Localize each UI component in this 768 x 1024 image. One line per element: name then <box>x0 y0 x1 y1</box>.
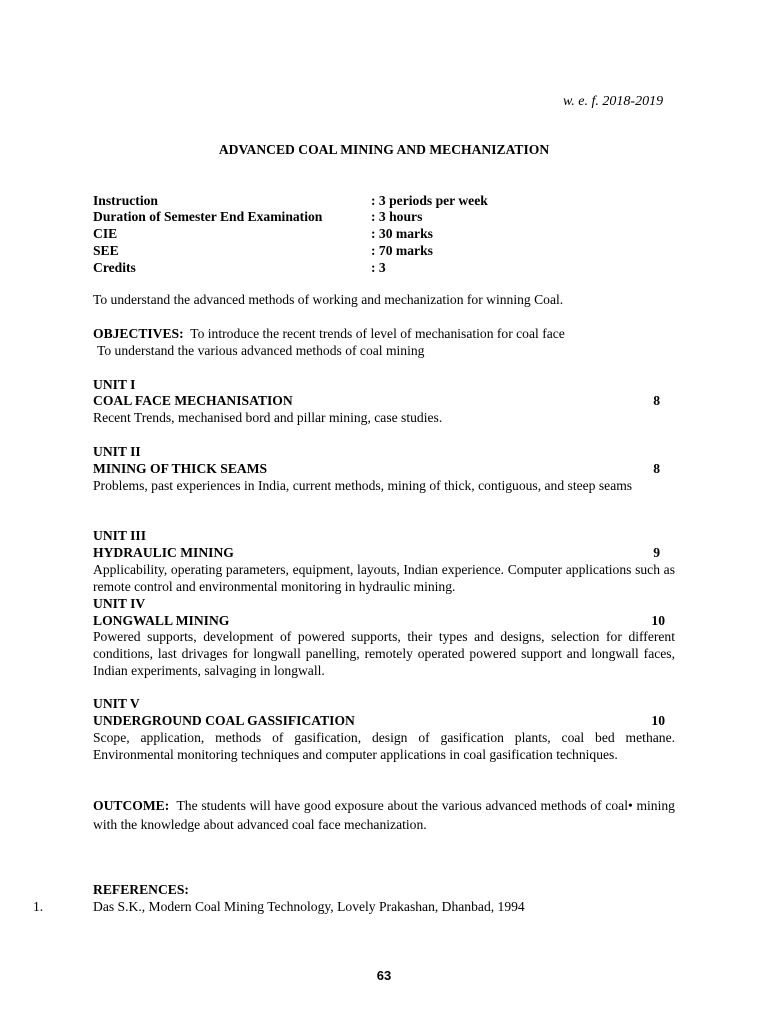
meta-label-duration: Duration of Semester End Examination <box>93 209 323 224</box>
unit-5-content: Scope, application, methods of gasification, design of gasification plants, coal bed methane. Environmental monitoring techniques and computer applications in coal gasification techniques. <box>93 730 675 762</box>
meta-value-instruction: : 3 periods per week <box>371 193 488 208</box>
unit-2-content: Problems, past experiences in India, current methods, mining of thick, contiguous, and steep seams <box>93 478 633 493</box>
unit-1-content: Recent Trends, mechanised bord and pillar mining, case studies. <box>93 410 443 425</box>
unit-4-title: LONGWALL MINING <box>93 613 230 628</box>
objectives-line-1 <box>93 325 565 342</box>
unit-4-hours: 10 <box>651 613 665 628</box>
unit-2-label: UNIT II <box>93 444 141 459</box>
reference-1-text: Das S.K., Modern Coal Mining Technology, Lovely Prakashan, Dhanbad, 1994 <box>93 899 525 914</box>
intro-text: To understand the advanced methods of working and mechanization for winning Coal. <box>93 292 564 307</box>
page-number: 63 <box>376 968 392 983</box>
meta-label-see: SEE <box>93 243 119 258</box>
unit-3-content: Applicability, operating parameters, equipment, layouts, Indian experience. Computer applications such as remote control and environmental monitoring in hydraulic mining. <box>93 562 675 594</box>
outcome-label: OUTCOME: <box>93 798 170 813</box>
outcome-text: The students will have good exposure about the various advanced methods of coal• mining with the knowledge about advanced coal face mechanization. <box>93 798 675 832</box>
outcome-paragraph <box>93 796 675 834</box>
unit-2-hours: 8 <box>653 461 660 476</box>
references-heading: REFERENCES: <box>93 882 189 897</box>
meta-value-see: : 70 marks <box>371 243 433 258</box>
meta-label-cie: CIE <box>93 226 118 241</box>
unit-1-title: COAL FACE MECHANISATION <box>93 393 293 408</box>
meta-value-credits: : 3 <box>371 260 386 275</box>
unit-3-title: HYDRAULIC MINING <box>93 545 234 560</box>
unit-2-title: MINING OF THICK SEAMS <box>93 461 268 476</box>
unit-1-hours: 8 <box>653 393 660 408</box>
meta-value-duration: : 3 hours <box>371 209 423 224</box>
unit-4-content: Powered supports, development of powered supports, their types and designs, selection for different conditions, last drivages for longwall panelling, remotely operated powered support and longwall faces, Indian experiments, salvaging in longwall. <box>93 629 675 678</box>
unit-4-label: UNIT IV <box>93 596 146 611</box>
unit-5-label: UNIT V <box>93 696 140 711</box>
unit-3-label: UNIT III <box>93 528 147 543</box>
course-title: ADVANCED COAL MINING AND MECHANIZATION <box>218 142 550 157</box>
unit-3-hours: 9 <box>653 545 660 560</box>
objectives-label: OBJECTIVES: <box>93 326 184 341</box>
objectives-text-2: To understand the various advanced methods of coal mining <box>97 343 425 358</box>
unit-5-hours: 10 <box>651 713 665 728</box>
effective-year: w. e. f. 2018-2019 <box>563 94 664 109</box>
meta-label-credits: Credits <box>93 260 136 275</box>
unit-5-title: UNDERGROUND COAL GASSIFICATION <box>93 713 355 728</box>
objectives-text-1: To introduce the recent trends of level of mechanisation for coal face <box>190 326 565 341</box>
meta-value-cie: : 30 marks <box>371 226 433 241</box>
meta-label-instruction: Instruction <box>93 193 158 208</box>
unit-1-label: UNIT I <box>93 377 136 392</box>
reference-1-number: 1. <box>33 899 44 914</box>
